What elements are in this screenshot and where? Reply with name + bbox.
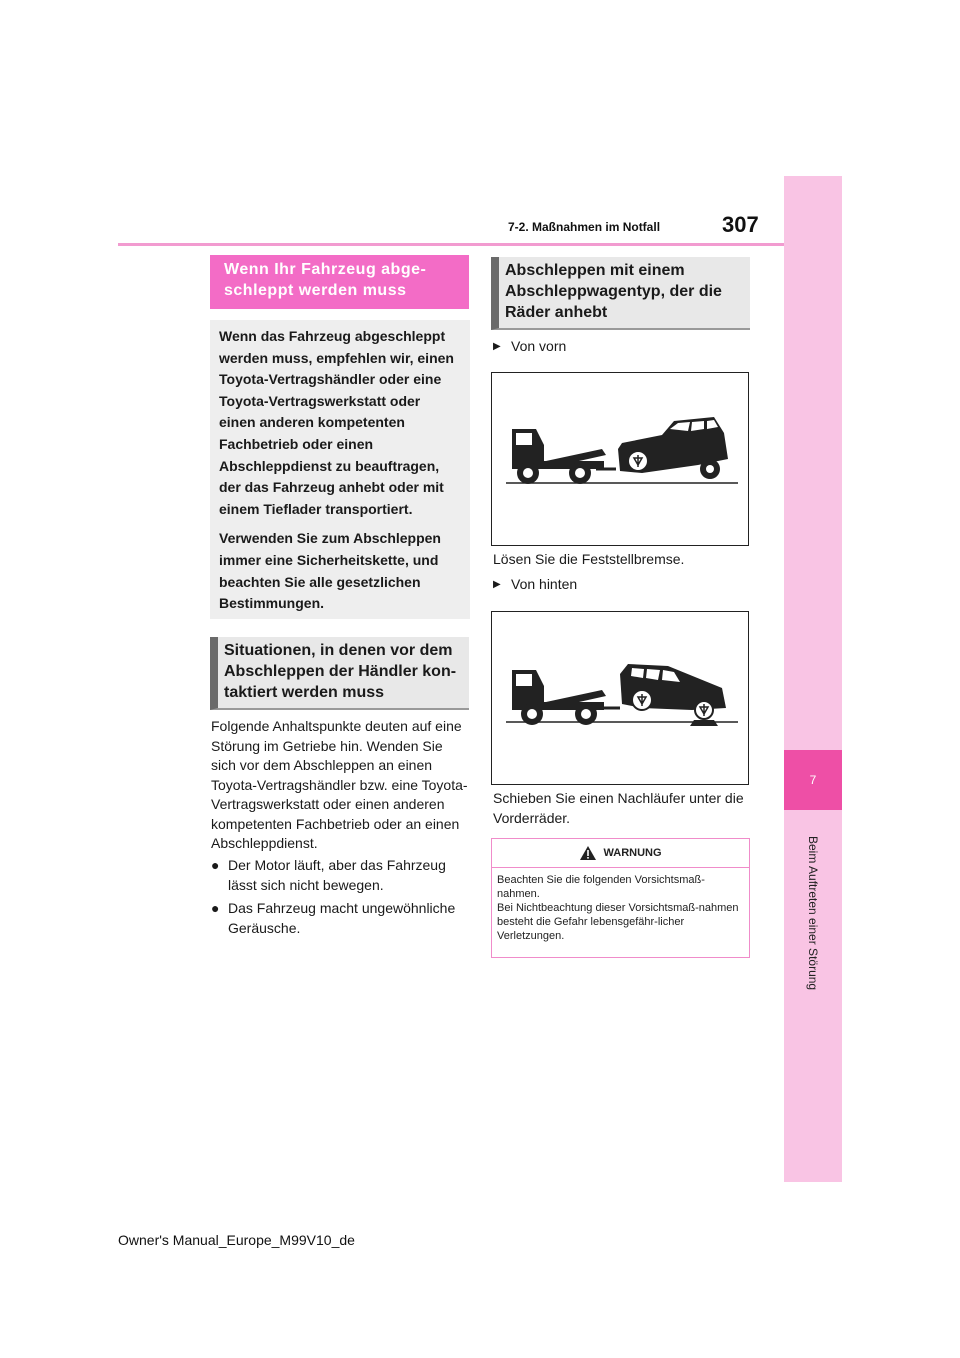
wheel-lift-heading: Abschleppen mit einem Abschleppwagentyp, der die Räder anhebt [491, 257, 750, 330]
intro-paragraph-2: Verwenden Sie zum Abschleppen immer eine Sicherheitskette, und beachten Sie alle gesetzlichen Bestimmungen. [219, 530, 441, 612]
chapter-side-strip [784, 176, 842, 1182]
bullet-text: Der Motor läuft, aber das Fahrzeug lässt sich nicht bewegen. [228, 857, 446, 893]
warning-title: WARNUNG [603, 847, 662, 859]
malfunction-paragraph: Folgende Anhaltspunkte deuten auf eine Störung im Getriebe hin. Wenden Sie sich vor dem Abschleppen an einen Toyota-Vertragshändler bzw. eine Toyota-Vertragswerkstatt oder einen anderen kompetenten Fachbetrieb oder an einen Abschleppdienst. [211, 718, 468, 851]
warning-header [492, 839, 749, 868]
rear-label: Von hinten [511, 576, 578, 592]
footer-manual-id: Owner's Manual_Europe_M99V10_de [118, 1232, 355, 1248]
front-caption: Lösen Sie die Feststellbremse. [493, 551, 685, 567]
list-item [211, 899, 469, 938]
list-item [211, 856, 469, 895]
rear-caption: Schieben Sie einen Nachläufer unter die Vorderräder. [493, 790, 744, 826]
triangle-bullet-icon: ▶ [493, 341, 501, 352]
tow-truck-rear-icon [492, 612, 748, 784]
triangle-bullet-icon: ▶ [493, 579, 501, 590]
header-divider [118, 243, 784, 246]
chapter-title-tab [800, 818, 826, 1008]
bullet-text: Das Fahrzeug macht ungewöhnliche Geräusche. [228, 900, 456, 936]
bullet-icon: ● [211, 857, 220, 873]
tow-from-rear-illustration [491, 611, 749, 785]
dealer-contact-heading: Situationen, in denen vor dem Abschleppen der Händler kon-taktiert werden muss [210, 637, 469, 710]
intro-box [210, 320, 470, 619]
tow-from-front-illustration [491, 372, 749, 546]
tow-truck-front-icon [492, 373, 748, 545]
page-number: 307 [722, 212, 759, 237]
chapter-number-tab[interactable]: 7 [784, 750, 842, 810]
warning-text [492, 868, 749, 943]
warning-box [491, 838, 750, 958]
front-label: Von vorn [511, 338, 567, 354]
rear-label-item [493, 576, 577, 592]
section-title: 7-2. Maßnahmen im Notfall [508, 220, 661, 234]
intro-paragraph-1: Wenn das Fahrzeug abgeschleppt werden muss, empfehlen wir, einen Toyota-Vertragshändler oder eine Toyota-Vertragswerkstatt oder einen anderen kompetenten Fachbetrieb oder einen Abschleppdienst zu beauftragen, der das Fahrzeug anhebt oder mit einem Tieflader transportiert. [219, 328, 454, 517]
front-label-item [493, 338, 566, 354]
warning-triangle-icon [579, 845, 597, 861]
warning-line-2: Bei Nichtbeachtung dieser Vorsichtsmaß-nahmen besteht die Gefahr lebensgefähr-licher Verletzungen. [497, 902, 739, 942]
warning-line-1: Beachten Sie die folgenden Vorsichtsmaß-nahmen. [497, 874, 705, 900]
bullet-icon: ● [211, 900, 220, 916]
main-heading: Wenn Ihr Fahrzeug abge-schleppt werden muss [210, 255, 469, 309]
chapter-title: Beim Auftreten einer Störung [806, 835, 820, 991]
